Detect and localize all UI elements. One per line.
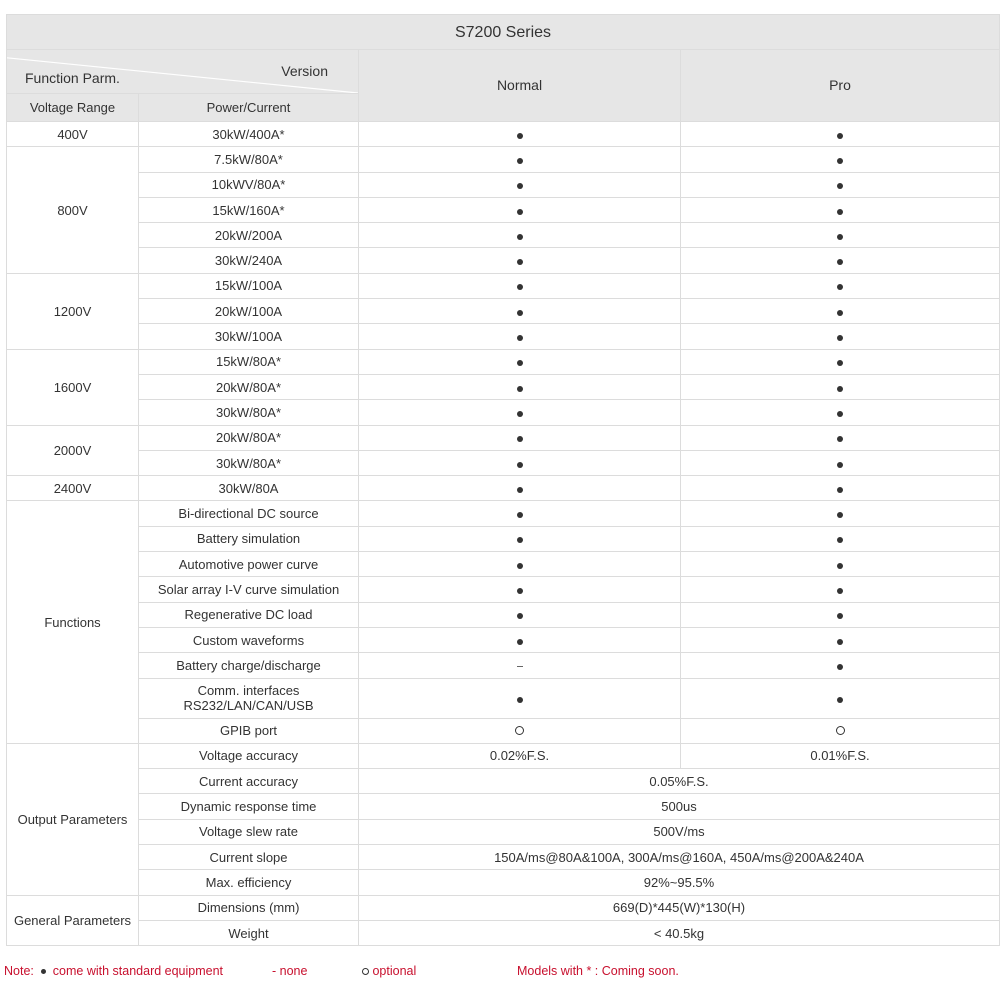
standard-dot-icon (517, 158, 523, 164)
table-row (7, 627, 1000, 652)
pro-mark-cell (681, 577, 1000, 602)
normal-mark-cell (359, 197, 681, 222)
param-name-cell: Dimensions (mm) (139, 895, 359, 920)
output-parameters-label-cell: Output Parameters (7, 743, 139, 895)
table-row (7, 501, 1000, 526)
function-name-cell (139, 577, 359, 602)
standard-dot-icon (837, 487, 843, 493)
table-row (7, 794, 1000, 819)
standard-dot-icon (517, 512, 523, 518)
function-name: Automotive power curve (178, 556, 319, 572)
function-name-cell (139, 526, 359, 551)
function-name-cell (139, 501, 359, 526)
normal-mark-cell (359, 324, 681, 349)
standard-dot-icon (837, 613, 843, 619)
table-row (7, 450, 1000, 475)
param-name-cell: Voltage accuracy (139, 743, 359, 768)
function-name: Battery simulation (196, 531, 301, 547)
param-name-cell: Current accuracy (139, 769, 359, 794)
standard-dot-icon (517, 360, 523, 366)
standard-dot-icon (837, 664, 843, 670)
function-name-cell (139, 678, 359, 718)
normal-mark-cell (359, 122, 681, 147)
standard-dot-icon (837, 588, 843, 594)
none-dash-icon (517, 666, 523, 667)
table-row (7, 845, 1000, 870)
normal-mark-cell (359, 349, 681, 374)
normal-mark-cell (359, 526, 681, 551)
normal-mark-cell (359, 248, 681, 273)
pro-mark-cell (681, 425, 1000, 450)
pro-mark-cell (681, 501, 1000, 526)
legend-note (4, 964, 223, 978)
pro-mark-cell (681, 349, 1000, 374)
standard-dot-icon (517, 411, 523, 417)
pro-mark-cell (681, 450, 1000, 475)
general-parameters-label-cell: General Parameters (7, 895, 139, 946)
standard-dot-icon (517, 335, 523, 341)
power-current-cell: 15kW/100A (139, 273, 359, 298)
table-row (7, 349, 1000, 374)
pro-mark-cell (681, 627, 1000, 652)
normal-mark-cell (359, 501, 681, 526)
normal-mark-cell (359, 602, 681, 627)
table-row (7, 425, 1000, 450)
voltage-range-cell: 800V (7, 147, 139, 273)
function-name: Comm. interfaces (197, 683, 300, 699)
table-row (7, 653, 1000, 678)
table-row (7, 920, 1000, 945)
param-name-cell: Current slope (139, 845, 359, 870)
table-row (7, 718, 1000, 743)
standard-dot-icon (517, 209, 523, 215)
param-name-cell: Voltage slew rate (139, 819, 359, 844)
pro-mark-cell (681, 273, 1000, 298)
table-row (7, 678, 1000, 718)
power-current-cell: 30kW/240A (139, 248, 359, 273)
note-label: Note: (4, 964, 34, 978)
standard-dot-icon (837, 411, 843, 417)
table-row (7, 526, 1000, 551)
spec-table (6, 14, 1000, 946)
table-row (7, 476, 1000, 501)
standard-dot-icon (517, 133, 523, 139)
normal-mark-cell (359, 299, 681, 324)
param-value-cell: 92%~95.5% (359, 870, 1000, 895)
function-name: Custom waveforms (192, 632, 305, 648)
voltage-range-cell: 400V (7, 122, 139, 147)
normal-value-cell: 0.02%F.S. (359, 743, 681, 768)
table-row (7, 895, 1000, 920)
standard-dot-icon (517, 563, 523, 569)
function-name-cell (139, 552, 359, 577)
normal-mark-cell (359, 627, 681, 652)
pro-mark-cell (681, 122, 1000, 147)
power-current-cell: 30kW/400A* (139, 122, 359, 147)
normal-mark-cell (359, 450, 681, 475)
param-name-cell: Dynamic response time (139, 794, 359, 819)
normal-mark-cell (359, 577, 681, 602)
function-name: Battery charge/discharge (176, 657, 321, 673)
pro-mark-cell (681, 172, 1000, 197)
normal-mark-cell (359, 425, 681, 450)
standard-dot-icon (837, 537, 843, 543)
table-row (7, 400, 1000, 425)
standard-dot-icon (41, 969, 46, 974)
optional-ring-icon (515, 726, 524, 735)
power-current-cell: 20kW/200A (139, 223, 359, 248)
standard-dot-icon (837, 360, 843, 366)
function-name: GPIB port (219, 723, 278, 739)
normal-mark-cell (359, 476, 681, 501)
table-row (7, 819, 1000, 844)
function-name-cell (139, 653, 359, 678)
table-row (7, 273, 1000, 298)
power-current-cell: 30kW/80A* (139, 400, 359, 425)
pro-value-cell: 0.01%F.S. (681, 743, 1000, 768)
version-label: Version (281, 63, 328, 79)
standard-dot-icon (837, 563, 843, 569)
power-current-cell: 7.5kW/80A* (139, 147, 359, 172)
col-pro: Pro (681, 50, 1000, 122)
pro-mark-cell (681, 602, 1000, 627)
table-row (7, 223, 1000, 248)
standard-dot-icon (517, 697, 523, 703)
standard-dot-icon (837, 697, 843, 703)
standard-dot-icon (517, 462, 523, 468)
table-row (7, 248, 1000, 273)
voltage-range-cell: 1200V (7, 273, 139, 349)
standard-dot-icon (837, 335, 843, 341)
table-row (7, 870, 1000, 895)
function-name-cell (139, 602, 359, 627)
function-name-cell (139, 627, 359, 652)
pro-mark-cell (681, 718, 1000, 743)
standard-dot-icon (837, 462, 843, 468)
power-current-cell: 15kW/160A* (139, 197, 359, 222)
pro-mark-cell (681, 223, 1000, 248)
voltage-range-cell: 2400V (7, 476, 139, 501)
table-row (7, 122, 1000, 147)
function-name-cell (139, 718, 359, 743)
param-value-cell: < 40.5kg (359, 920, 1000, 945)
pro-mark-cell (681, 147, 1000, 172)
pro-mark-cell (681, 653, 1000, 678)
table-row (7, 197, 1000, 222)
power-current-cell: 20kW/100A (139, 299, 359, 324)
series-title: S7200 Series (7, 15, 1000, 50)
param-value-cell: 669(D)*445(W)*130(H) (359, 895, 1000, 920)
function-name: Regenerative DC load (184, 607, 313, 623)
pro-mark-cell (681, 197, 1000, 222)
param-value-cell: 500V/ms (359, 819, 1000, 844)
table-row (7, 299, 1000, 324)
standard-dot-icon (517, 436, 523, 442)
standard-dot-icon (517, 588, 523, 594)
param-name-cell: Weight (139, 920, 359, 945)
standard-dot-icon (837, 386, 843, 392)
optional-ring-icon (836, 726, 845, 735)
pro-mark-cell (681, 678, 1000, 718)
standard-dot-icon (517, 639, 523, 645)
normal-mark-cell (359, 552, 681, 577)
standard-dot-icon (517, 310, 523, 316)
param-value-cell: 150A/ms@80A&100A, 300A/ms@160A, 450A/ms@200A&240A (359, 845, 1000, 870)
table-row (7, 374, 1000, 399)
standard-dot-icon (837, 133, 843, 139)
header-diagonal-cell (7, 50, 359, 94)
standard-dot-icon (517, 613, 523, 619)
normal-mark-cell (359, 400, 681, 425)
standard-dot-icon (837, 209, 843, 215)
legend-coming-soon: Models with * : Coming soon. (517, 964, 679, 978)
standard-dot-icon (837, 639, 843, 645)
standard-dot-icon (837, 512, 843, 518)
standard-dot-icon (517, 487, 523, 493)
legend-optional-wrap (362, 964, 416, 978)
function-name: Bi-directional DC source (178, 506, 319, 522)
pro-mark-cell (681, 248, 1000, 273)
standard-dot-icon (837, 436, 843, 442)
standard-dot-icon (837, 284, 843, 290)
normal-mark-cell (359, 678, 681, 718)
param-name-cell: Max. efficiency (139, 870, 359, 895)
normal-mark-cell (359, 718, 681, 743)
standard-dot-icon (517, 284, 523, 290)
table-row (7, 769, 1000, 794)
param-value-cell: 500us (359, 794, 1000, 819)
table-row (7, 172, 1000, 197)
function-name-line2: RS232/LAN/CAN/USB (183, 698, 314, 714)
normal-mark-cell (359, 374, 681, 399)
standard-dot-icon (517, 259, 523, 265)
table-row (7, 147, 1000, 172)
voltage-range-cell: 2000V (7, 425, 139, 476)
functions-label-cell: Functions (7, 501, 139, 743)
pro-mark-cell (681, 324, 1000, 349)
legend-standard: come with standard equipment (52, 964, 224, 978)
standard-dot-icon (837, 183, 843, 189)
power-current-cell: 15kW/80A* (139, 349, 359, 374)
pro-mark-cell (681, 374, 1000, 399)
standard-dot-icon (837, 158, 843, 164)
optional-ring-icon (362, 968, 369, 975)
standard-dot-icon (517, 386, 523, 392)
pro-mark-cell (681, 476, 1000, 501)
standard-dot-icon (517, 183, 523, 189)
col-normal: Normal (359, 50, 681, 122)
pro-mark-cell (681, 400, 1000, 425)
legend-optional: optional (372, 964, 417, 978)
table-row (7, 743, 1000, 768)
power-current-cell: 30kW/100A (139, 324, 359, 349)
power-current-cell: 20kW/80A* (139, 425, 359, 450)
table-row (7, 324, 1000, 349)
pro-mark-cell (681, 552, 1000, 577)
normal-mark-cell (359, 273, 681, 298)
power-current-header: Power/Current (139, 94, 359, 122)
normal-mark-cell (359, 223, 681, 248)
standard-dot-icon (517, 537, 523, 543)
standard-dot-icon (837, 310, 843, 316)
pro-mark-cell (681, 526, 1000, 551)
function-parm-label: Function Parm. (25, 70, 120, 86)
voltage-range-header: Voltage Range (7, 94, 139, 122)
standard-dot-icon (837, 259, 843, 265)
function-name: Solar array I-V curve simulation (157, 581, 340, 597)
standard-dot-icon (517, 234, 523, 240)
power-current-cell: 30kW/80A* (139, 450, 359, 475)
table-row (7, 577, 1000, 602)
normal-mark-cell (359, 653, 681, 678)
power-current-cell: 10kWV/80A* (139, 172, 359, 197)
normal-mark-cell (359, 147, 681, 172)
legend-none: - none (272, 964, 308, 978)
power-current-cell: 30kW/80A (139, 476, 359, 501)
voltage-range-cell: 1600V (7, 349, 139, 425)
table-row (7, 602, 1000, 627)
standard-dot-icon (837, 234, 843, 240)
param-value-cell: 0.05%F.S. (359, 769, 1000, 794)
power-current-cell: 20kW/80A* (139, 374, 359, 399)
normal-mark-cell (359, 172, 681, 197)
table-row (7, 552, 1000, 577)
pro-mark-cell (681, 299, 1000, 324)
